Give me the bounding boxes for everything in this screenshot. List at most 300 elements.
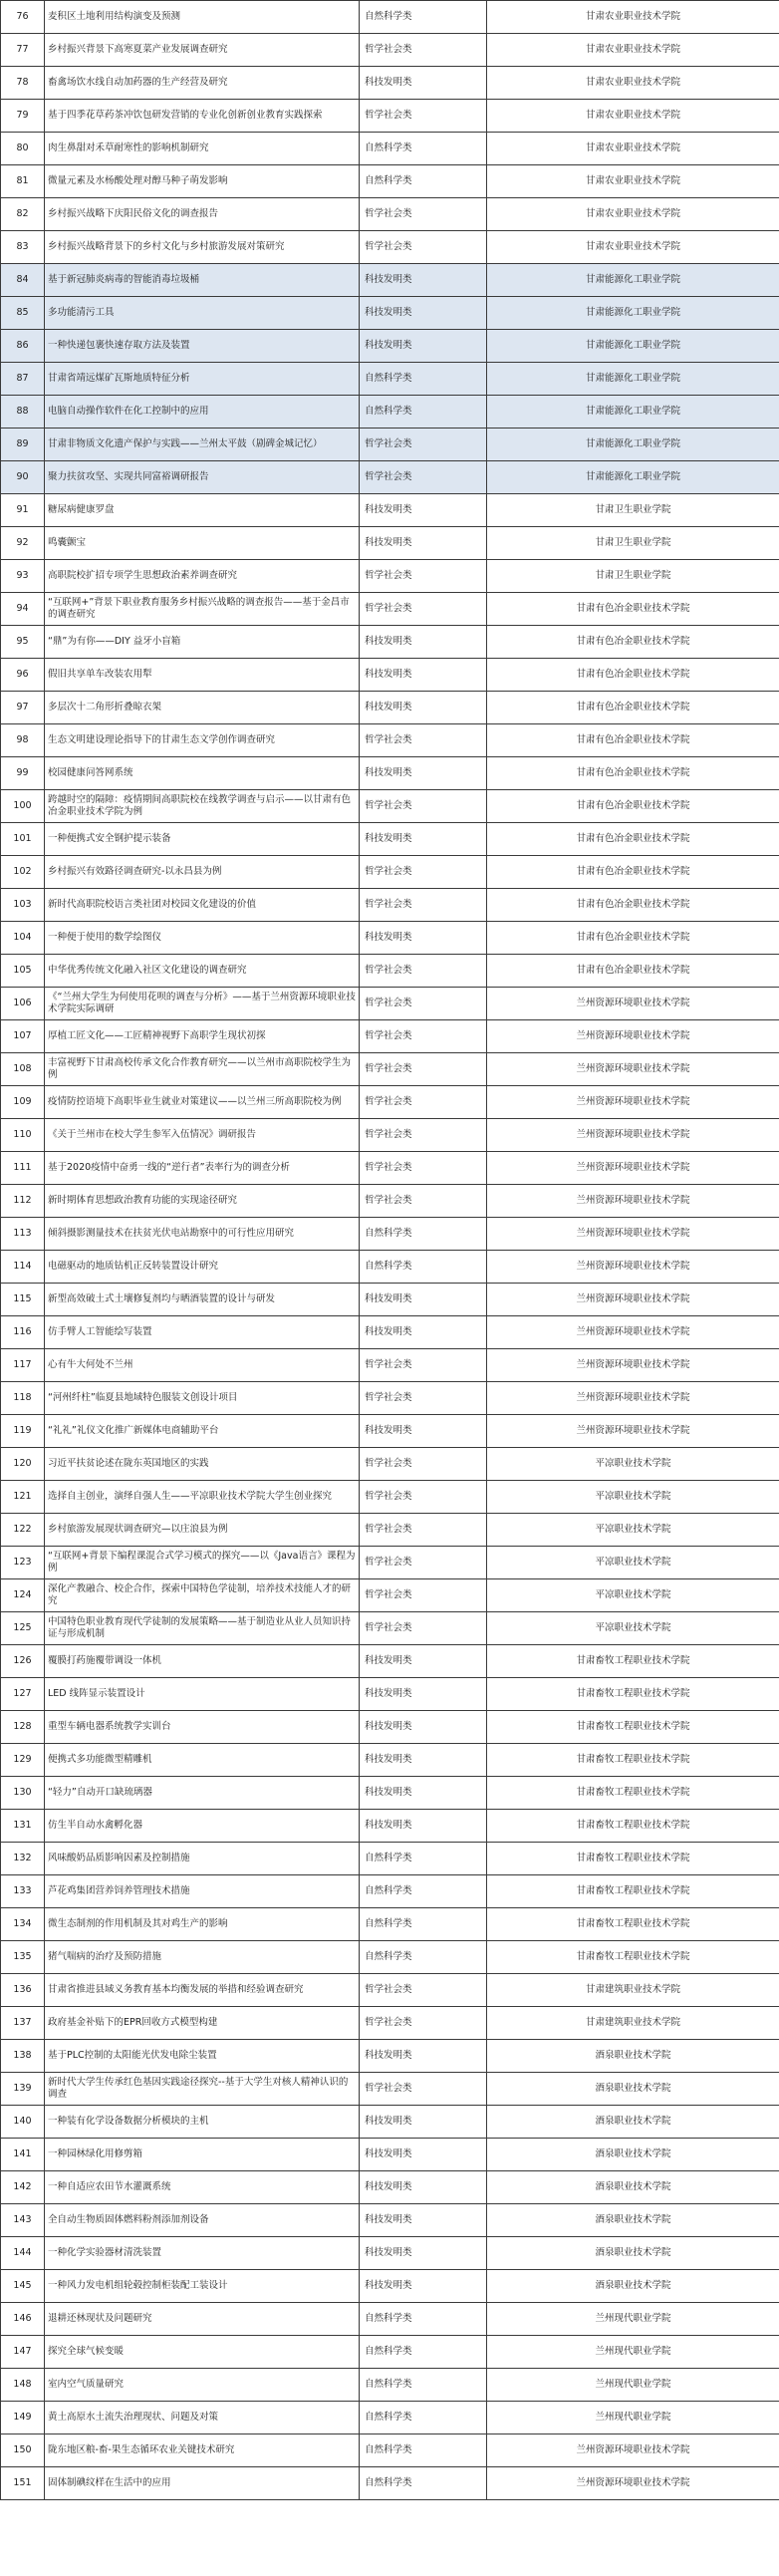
project-category: 自然科学类 bbox=[360, 1875, 487, 1908]
project-category: 科技发明类 bbox=[360, 330, 487, 363]
school-name: 平凉职业技术学院 bbox=[487, 1579, 779, 1612]
project-category: 科技发明类 bbox=[360, 297, 487, 330]
school-name: 酒泉职业技术学院 bbox=[487, 2106, 779, 2139]
project-category: 自然科学类 bbox=[360, 2303, 487, 2336]
project-category: 自然科学类 bbox=[360, 2402, 487, 2434]
table-row bbox=[1, 34, 779, 67]
project-title: 跨越时空的隔障：疫情期间高职院校在线教学调查与启示——以甘肃有色冶金职业技术学院为例 bbox=[45, 790, 360, 823]
row-number: 150 bbox=[1, 2434, 45, 2467]
table-row bbox=[1, 330, 779, 363]
table-row bbox=[1, 1974, 779, 2007]
project-title: 肉生鼻甜对禾草耐寒性的影响机制研究 bbox=[45, 133, 360, 165]
project-category: 哲学社会类 bbox=[360, 34, 487, 67]
school-name: 甘肃有色冶金职业技术学院 bbox=[487, 889, 779, 922]
row-number: 100 bbox=[1, 790, 45, 823]
school-name: 兰州现代职业学院 bbox=[487, 2402, 779, 2434]
project-title: 多功能清污工具 bbox=[45, 297, 360, 330]
project-category: 自然科学类 bbox=[360, 165, 487, 198]
row-number: 109 bbox=[1, 1086, 45, 1119]
row-number: 121 bbox=[1, 1481, 45, 1514]
row-number: 119 bbox=[1, 1415, 45, 1448]
project-title: 疫情防控语境下高职毕业生就业对策建议——以兰州三所高职院校为例 bbox=[45, 1086, 360, 1119]
school-name: 兰州资源环境职业技术学院 bbox=[487, 2467, 779, 2500]
table-row bbox=[1, 231, 779, 264]
project-category: 科技发明类 bbox=[360, 264, 487, 297]
table-row bbox=[1, 1415, 779, 1448]
school-name: 甘肃有色冶金职业技术学院 bbox=[487, 955, 779, 988]
project-category: 哲学社会类 bbox=[360, 856, 487, 889]
row-number: 93 bbox=[1, 560, 45, 593]
project-category: 科技发明类 bbox=[360, 1645, 487, 1678]
project-title: 基于2020疫情中奋勇一线的“逆行者”表率行为的调查分析 bbox=[45, 1152, 360, 1185]
school-name: 甘肃有色冶金职业技术学院 bbox=[487, 856, 779, 889]
row-number: 87 bbox=[1, 363, 45, 396]
school-name: 兰州资源环境职业技术学院 bbox=[487, 1020, 779, 1053]
school-name: 兰州资源环境职业技术学院 bbox=[487, 1251, 779, 1284]
table-row bbox=[1, 988, 779, 1020]
project-category: 科技发明类 bbox=[360, 2040, 487, 2073]
row-number: 92 bbox=[1, 527, 45, 560]
row-number: 108 bbox=[1, 1053, 45, 1086]
school-name: 甘肃畜牧工程职业技术学院 bbox=[487, 1777, 779, 1810]
school-name: 甘肃农业职业技术学院 bbox=[487, 1, 779, 34]
project-category: 科技发明类 bbox=[360, 67, 487, 100]
project-title: 便携式多功能微型精雕机 bbox=[45, 1744, 360, 1777]
project-title: 基于PLC控制的太阳能光伏发电除尘装置 bbox=[45, 2040, 360, 2073]
project-title: 重型车辆电器系统教学实训台 bbox=[45, 1711, 360, 1744]
school-name: 甘肃能源化工职业学院 bbox=[487, 396, 779, 429]
row-number: 143 bbox=[1, 2204, 45, 2237]
table-row bbox=[1, 2171, 779, 2204]
project-title: 倾斜摄影测量技术在扶贫光伏电站勘察中的可行性应用研究 bbox=[45, 1218, 360, 1251]
project-category: 科技发明类 bbox=[360, 1678, 487, 1711]
project-category: 哲学社会类 bbox=[360, 1119, 487, 1152]
school-name: 兰州资源环境职业技术学院 bbox=[487, 1119, 779, 1152]
table-row bbox=[1, 1744, 779, 1777]
table-row bbox=[1, 1382, 779, 1415]
table-row bbox=[1, 2270, 779, 2303]
row-number: 94 bbox=[1, 593, 45, 626]
project-category: 自然科学类 bbox=[360, 1941, 487, 1974]
project-category: 哲学社会类 bbox=[360, 1086, 487, 1119]
project-title: 电脑自动操作软件在化工控制中的应用 bbox=[45, 396, 360, 429]
table-row bbox=[1, 2303, 779, 2336]
row-number: 83 bbox=[1, 231, 45, 264]
project-category: 科技发明类 bbox=[360, 2139, 487, 2171]
table-row bbox=[1, 1119, 779, 1152]
project-title: 《关于兰州市在校大学生参军入伍情况》调研报告 bbox=[45, 1119, 360, 1152]
project-category: 科技发明类 bbox=[360, 922, 487, 955]
school-name: 甘肃有色冶金职业技术学院 bbox=[487, 659, 779, 692]
table-row bbox=[1, 1777, 779, 1810]
project-category: 哲学社会类 bbox=[360, 724, 487, 757]
school-name: 平凉职业技术学院 bbox=[487, 1448, 779, 1481]
school-name: 甘肃能源化工职业学院 bbox=[487, 363, 779, 396]
project-title: 甘肃省靖远煤矿瓦斯地质特征分析 bbox=[45, 363, 360, 396]
school-name: 平凉职业技术学院 bbox=[487, 1547, 779, 1579]
table-row bbox=[1, 2073, 779, 2106]
row-number: 77 bbox=[1, 34, 45, 67]
row-number: 132 bbox=[1, 1843, 45, 1875]
school-name: 甘肃畜牧工程职业技术学院 bbox=[487, 1810, 779, 1843]
project-category: 哲学社会类 bbox=[360, 1481, 487, 1514]
row-number: 141 bbox=[1, 2139, 45, 2171]
project-category: 科技发明类 bbox=[360, 2204, 487, 2237]
project-category: 科技发明类 bbox=[360, 527, 487, 560]
row-number: 136 bbox=[1, 1974, 45, 2007]
project-category: 哲学社会类 bbox=[360, 1448, 487, 1481]
project-category: 科技发明类 bbox=[360, 692, 487, 724]
project-title: 乡村旅游发展现状调查研究—以庄浪县为例 bbox=[45, 1514, 360, 1547]
project-title: 全自动生物质固体燃料粉剂添加剂设备 bbox=[45, 2204, 360, 2237]
school-name: 甘肃畜牧工程职业技术学院 bbox=[487, 1843, 779, 1875]
project-title: 一种便于使用的数学绘图仪 bbox=[45, 922, 360, 955]
project-title: 一种装有化学设备数据分析模块的主机 bbox=[45, 2106, 360, 2139]
school-name: 甘肃畜牧工程职业技术学院 bbox=[487, 1744, 779, 1777]
project-category: 哲学社会类 bbox=[360, 790, 487, 823]
project-title: 覆膜打药施覆带调设一体机 bbox=[45, 1645, 360, 1678]
row-number: 128 bbox=[1, 1711, 45, 1744]
school-name: 甘肃有色冶金职业技术学院 bbox=[487, 724, 779, 757]
table-row bbox=[1, 1908, 779, 1941]
school-name: 甘肃畜牧工程职业技术学院 bbox=[487, 1908, 779, 1941]
project-title: 选择自主创业，演绎自强人生——平凉职业技术学院大学生创业探究 bbox=[45, 1481, 360, 1514]
row-number: 106 bbox=[1, 988, 45, 1020]
row-number: 133 bbox=[1, 1875, 45, 1908]
project-category: 哲学社会类 bbox=[360, 100, 487, 133]
project-category: 科技发明类 bbox=[360, 1711, 487, 1744]
row-number: 123 bbox=[1, 1547, 45, 1579]
table-row bbox=[1, 593, 779, 626]
row-number: 142 bbox=[1, 2171, 45, 2204]
project-category: 自然科学类 bbox=[360, 363, 487, 396]
row-number: 125 bbox=[1, 1612, 45, 1645]
school-name: 甘肃畜牧工程职业技术学院 bbox=[487, 1875, 779, 1908]
table-row bbox=[1, 724, 779, 757]
school-name: 甘肃能源化工职业学院 bbox=[487, 264, 779, 297]
table-row bbox=[1, 2402, 779, 2434]
project-category: 自然科学类 bbox=[360, 2336, 487, 2369]
project-category: 哲学社会类 bbox=[360, 1612, 487, 1645]
project-category: 科技发明类 bbox=[360, 2106, 487, 2139]
school-name: 甘肃能源化工职业学院 bbox=[487, 429, 779, 461]
project-category: 哲学社会类 bbox=[360, 1152, 487, 1185]
table-row bbox=[1, 1185, 779, 1218]
project-category: 哲学社会类 bbox=[360, 461, 487, 494]
project-category: 哲学社会类 bbox=[360, 1382, 487, 1415]
project-category: 自然科学类 bbox=[360, 2369, 487, 2402]
school-name: 兰州资源环境职业技术学院 bbox=[487, 1053, 779, 1086]
project-title: 一种风力发电机组轮毂控制柜装配工装设计 bbox=[45, 2270, 360, 2303]
project-title: “河州纤柱”临夏县地域特色服装文创设计项目 bbox=[45, 1382, 360, 1415]
table-row bbox=[1, 363, 779, 396]
project-title: 《“兰州大学生为何使用花呗的调查与分析》——基于兰州资源环境职业技术学院实际调研 bbox=[45, 988, 360, 1020]
school-name: 甘肃有色冶金职业技术学院 bbox=[487, 790, 779, 823]
row-number: 110 bbox=[1, 1119, 45, 1152]
table-row bbox=[1, 133, 779, 165]
project-title: 电磁驱动的地质钻机正反转装置设计研究 bbox=[45, 1251, 360, 1284]
row-number: 140 bbox=[1, 2106, 45, 2139]
table-row bbox=[1, 2467, 779, 2500]
school-name: 兰州资源环境职业技术学院 bbox=[487, 988, 779, 1020]
school-name: 兰州资源环境职业技术学院 bbox=[487, 1316, 779, 1349]
table-row bbox=[1, 165, 779, 198]
row-number: 146 bbox=[1, 2303, 45, 2336]
school-name: 酒泉职业技术学院 bbox=[487, 2073, 779, 2106]
project-title: 校园健康问答网系统 bbox=[45, 757, 360, 790]
project-category: 哲学社会类 bbox=[360, 1185, 487, 1218]
row-number: 82 bbox=[1, 198, 45, 231]
project-title: 乡村振兴背景下高寒夏菜产业发展调查研究 bbox=[45, 34, 360, 67]
project-category: 哲学社会类 bbox=[360, 1579, 487, 1612]
project-title: 心有牛大何处不兰州 bbox=[45, 1349, 360, 1382]
row-number: 86 bbox=[1, 330, 45, 363]
table-row bbox=[1, 2204, 779, 2237]
project-title: 深化产教融合、校企合作，探索中国特色学徒制，培养技术技能人才的研究 bbox=[45, 1579, 360, 1612]
school-name: 甘肃建筑职业技术学院 bbox=[487, 2007, 779, 2040]
table-row bbox=[1, 1349, 779, 1382]
table-row bbox=[1, 198, 779, 231]
school-name: 甘肃卫生职业学院 bbox=[487, 527, 779, 560]
project-category: 哲学社会类 bbox=[360, 198, 487, 231]
table-row bbox=[1, 527, 779, 560]
table-row bbox=[1, 1579, 779, 1612]
school-name: 兰州资源环境职业技术学院 bbox=[487, 1152, 779, 1185]
project-title: “礼礼”礼仪文化推广新媒体电商辅助平台 bbox=[45, 1415, 360, 1448]
project-title: 基于四季花草药茶冲饮包研发营销的专业化创新创业教育实践探索 bbox=[45, 100, 360, 133]
row-number: 76 bbox=[1, 1, 45, 34]
row-number: 147 bbox=[1, 2336, 45, 2369]
project-category: 科技发明类 bbox=[360, 659, 487, 692]
table-row bbox=[1, 264, 779, 297]
table-row bbox=[1, 1, 779, 34]
project-category: 科技发明类 bbox=[360, 1415, 487, 1448]
table-row bbox=[1, 1020, 779, 1053]
row-number: 135 bbox=[1, 1941, 45, 1974]
school-name: 兰州资源环境职业技术学院 bbox=[487, 1284, 779, 1316]
project-title: 探究全球气候变暖 bbox=[45, 2336, 360, 2369]
project-title: 新型高效破土式土壤修复剂均与晒酒装置的设计与研发 bbox=[45, 1284, 360, 1316]
school-name: 兰州资源环境职业技术学院 bbox=[487, 2434, 779, 2467]
project-title: 高职院校扩招专项学生思想政治素养调查研究 bbox=[45, 560, 360, 593]
project-category: 自然科学类 bbox=[360, 396, 487, 429]
school-name: 甘肃畜牧工程职业技术学院 bbox=[487, 1711, 779, 1744]
table-row bbox=[1, 1152, 779, 1185]
table-row bbox=[1, 1645, 779, 1678]
project-category: 自然科学类 bbox=[360, 2467, 487, 2500]
project-category: 科技发明类 bbox=[360, 2171, 487, 2204]
table-row bbox=[1, 1875, 779, 1908]
school-name: 兰州资源环境职业技术学院 bbox=[487, 1349, 779, 1382]
project-title: 甘肃省推进县域义务教育基本均衡发展的举措和经验调查研究 bbox=[45, 1974, 360, 2007]
project-title: 甘肃非物质文化遗产保护与实践——兰州太平鼓（剧碑金城记忆） bbox=[45, 429, 360, 461]
table-row bbox=[1, 856, 779, 889]
school-name: 甘肃能源化工职业学院 bbox=[487, 461, 779, 494]
school-name: 甘肃农业职业技术学院 bbox=[487, 165, 779, 198]
project-title: 政府基金补贴下的EPR回收方式模型构建 bbox=[45, 2007, 360, 2040]
table-row bbox=[1, 955, 779, 988]
project-category: 科技发明类 bbox=[360, 626, 487, 659]
school-name: 兰州资源环境职业技术学院 bbox=[487, 1415, 779, 1448]
row-number: 107 bbox=[1, 1020, 45, 1053]
school-name: 兰州资源环境职业技术学院 bbox=[487, 1218, 779, 1251]
project-title: 鸣囊颤宝 bbox=[45, 527, 360, 560]
project-title: 多层次十二角形折叠晾衣架 bbox=[45, 692, 360, 724]
row-number: 79 bbox=[1, 100, 45, 133]
school-name: 酒泉职业技术学院 bbox=[487, 2139, 779, 2171]
table-row bbox=[1, 2007, 779, 2040]
project-title: 新时期体育思想政治教育功能的实现途径研究 bbox=[45, 1185, 360, 1218]
project-category: 自然科学类 bbox=[360, 1218, 487, 1251]
row-number: 126 bbox=[1, 1645, 45, 1678]
project-title: “轻力”自动开口缺琉璃器 bbox=[45, 1777, 360, 1810]
row-number: 98 bbox=[1, 724, 45, 757]
project-category: 科技发明类 bbox=[360, 1810, 487, 1843]
row-number: 124 bbox=[1, 1579, 45, 1612]
school-name: 甘肃农业职业技术学院 bbox=[487, 133, 779, 165]
project-title: “互联网+”背景下职业教育服务乡村振兴战略的调查报告——基于金昌市的调查研究 bbox=[45, 593, 360, 626]
table-row bbox=[1, 1053, 779, 1086]
row-number: 90 bbox=[1, 461, 45, 494]
school-name: 兰州现代职业学院 bbox=[487, 2303, 779, 2336]
project-category: 哲学社会类 bbox=[360, 1514, 487, 1547]
project-title: 丰富视野下甘肃高校传承文化合作教育研究——以兰州市高职院校学生为例 bbox=[45, 1053, 360, 1086]
table-row bbox=[1, 67, 779, 100]
row-number: 120 bbox=[1, 1448, 45, 1481]
project-title: 一种园林绿化用修剪箱 bbox=[45, 2139, 360, 2171]
table-row bbox=[1, 1218, 779, 1251]
project-category: 哲学社会类 bbox=[360, 593, 487, 626]
table-row bbox=[1, 1316, 779, 1349]
school-name: 兰州资源环境职业技术学院 bbox=[487, 1185, 779, 1218]
row-number: 144 bbox=[1, 2237, 45, 2270]
table-row bbox=[1, 494, 779, 527]
row-number: 99 bbox=[1, 757, 45, 790]
row-number: 95 bbox=[1, 626, 45, 659]
table-row bbox=[1, 659, 779, 692]
project-title: 芦花鸡集团营养饲养管理技术措施 bbox=[45, 1875, 360, 1908]
school-name: 甘肃有色冶金职业技术学院 bbox=[487, 626, 779, 659]
row-number: 84 bbox=[1, 264, 45, 297]
row-number: 117 bbox=[1, 1349, 45, 1382]
school-name: 平凉职业技术学院 bbox=[487, 1481, 779, 1514]
project-category: 哲学社会类 bbox=[360, 2007, 487, 2040]
row-number: 138 bbox=[1, 2040, 45, 2073]
project-title: 乡村振兴战略下庆阳民俗文化的调查报告 bbox=[45, 198, 360, 231]
table-row bbox=[1, 1086, 779, 1119]
project-title: 基于新冠肺炎病毒的智能消毒垃圾桶 bbox=[45, 264, 360, 297]
project-title: 中国特色职业教育现代学徒制的发展策略——基于制造业从业人员知识持证与形成机制 bbox=[45, 1612, 360, 1645]
project-category: 自然科学类 bbox=[360, 1843, 487, 1875]
table-body bbox=[1, 1, 779, 2500]
row-number: 139 bbox=[1, 2073, 45, 2106]
table-row bbox=[1, 1448, 779, 1481]
project-category: 自然科学类 bbox=[360, 1, 487, 34]
school-name: 甘肃能源化工职业学院 bbox=[487, 297, 779, 330]
table-row bbox=[1, 1941, 779, 1974]
row-number: 91 bbox=[1, 494, 45, 527]
school-name: 甘肃有色冶金职业技术学院 bbox=[487, 757, 779, 790]
table-row bbox=[1, 922, 779, 955]
project-title: 陇东地区粮-畜-果生态循环农业关键技术研究 bbox=[45, 2434, 360, 2467]
project-title: 一种化学实验器材清洗装置 bbox=[45, 2237, 360, 2270]
project-title: 新时代大学生传承红色基因实践途径探究--基于大学生对核人精神认识的调查 bbox=[45, 2073, 360, 2106]
project-title: 乡村振兴有效路径调查研究-以永昌县为例 bbox=[45, 856, 360, 889]
project-category: 哲学社会类 bbox=[360, 889, 487, 922]
project-title: 一种便携式安全钢护提示装备 bbox=[45, 823, 360, 856]
school-name: 甘肃农业职业技术学院 bbox=[487, 231, 779, 264]
project-title: 黄土高原水土流失治理现状、问题及对策 bbox=[45, 2402, 360, 2434]
project-category: 科技发明类 bbox=[360, 757, 487, 790]
project-title: 固体制碘纹样在生活中的应用 bbox=[45, 2467, 360, 2500]
row-number: 148 bbox=[1, 2369, 45, 2402]
school-name: 甘肃农业职业技术学院 bbox=[487, 67, 779, 100]
school-name: 甘肃有色冶金职业技术学院 bbox=[487, 593, 779, 626]
row-number: 101 bbox=[1, 823, 45, 856]
school-name: 甘肃能源化工职业学院 bbox=[487, 330, 779, 363]
project-category: 自然科学类 bbox=[360, 2434, 487, 2467]
table-row bbox=[1, 757, 779, 790]
row-number: 96 bbox=[1, 659, 45, 692]
row-number: 130 bbox=[1, 1777, 45, 1810]
project-category: 科技发明类 bbox=[360, 2270, 487, 2303]
table-row bbox=[1, 790, 779, 823]
row-number: 111 bbox=[1, 1152, 45, 1185]
row-number: 134 bbox=[1, 1908, 45, 1941]
table-row bbox=[1, 2139, 779, 2171]
school-name: 酒泉职业技术学院 bbox=[487, 2171, 779, 2204]
project-title: 仿生半自动水禽孵化器 bbox=[45, 1810, 360, 1843]
school-name: 甘肃农业职业技术学院 bbox=[487, 100, 779, 133]
school-name: 酒泉职业技术学院 bbox=[487, 2237, 779, 2270]
row-number: 81 bbox=[1, 165, 45, 198]
row-number: 114 bbox=[1, 1251, 45, 1284]
school-name: 酒泉职业技术学院 bbox=[487, 2270, 779, 2303]
project-category: 哲学社会类 bbox=[360, 1053, 487, 1086]
school-name: 兰州现代职业学院 bbox=[487, 2369, 779, 2402]
table-row bbox=[1, 396, 779, 429]
school-name: 甘肃有色冶金职业技术学院 bbox=[487, 692, 779, 724]
school-name: 兰州资源环境职业技术学院 bbox=[487, 1382, 779, 1415]
project-title: 微生态制剂的作用机制及其对鸡生产的影响 bbox=[45, 1908, 360, 1941]
row-number: 113 bbox=[1, 1218, 45, 1251]
school-name: 甘肃畜牧工程职业技术学院 bbox=[487, 1941, 779, 1974]
row-number: 122 bbox=[1, 1514, 45, 1547]
project-category: 科技发明类 bbox=[360, 1744, 487, 1777]
table-row bbox=[1, 1711, 779, 1744]
table-row bbox=[1, 626, 779, 659]
project-category: 哲学社会类 bbox=[360, 1547, 487, 1579]
project-title: 微量元素及水杨酸处理对醇马种子萌发影响 bbox=[45, 165, 360, 198]
table-row bbox=[1, 2434, 779, 2467]
project-category: 哲学社会类 bbox=[360, 1020, 487, 1053]
table-row bbox=[1, 1547, 779, 1579]
project-title: 生态文明建设理论指导下的甘肃生态文学创作调查研究 bbox=[45, 724, 360, 757]
row-number: 145 bbox=[1, 2270, 45, 2303]
school-name: 甘肃畜牧工程职业技术学院 bbox=[487, 1645, 779, 1678]
project-title: 习近平扶贫论述在陇东英国地区的实践 bbox=[45, 1448, 360, 1481]
school-name: 甘肃畜牧工程职业技术学院 bbox=[487, 1678, 779, 1711]
table-row bbox=[1, 1284, 779, 1316]
project-category: 科技发明类 bbox=[360, 494, 487, 527]
row-number: 127 bbox=[1, 1678, 45, 1711]
school-name: 兰州资源环境职业技术学院 bbox=[487, 1086, 779, 1119]
project-title: 畜禽场饮水线自动加药器的生产经营及研究 bbox=[45, 67, 360, 100]
project-title: 风味酸奶品质影响因素及控制措施 bbox=[45, 1843, 360, 1875]
table-row bbox=[1, 2336, 779, 2369]
row-number: 112 bbox=[1, 1185, 45, 1218]
project-title: 一种自适应农田节水灌溉系统 bbox=[45, 2171, 360, 2204]
